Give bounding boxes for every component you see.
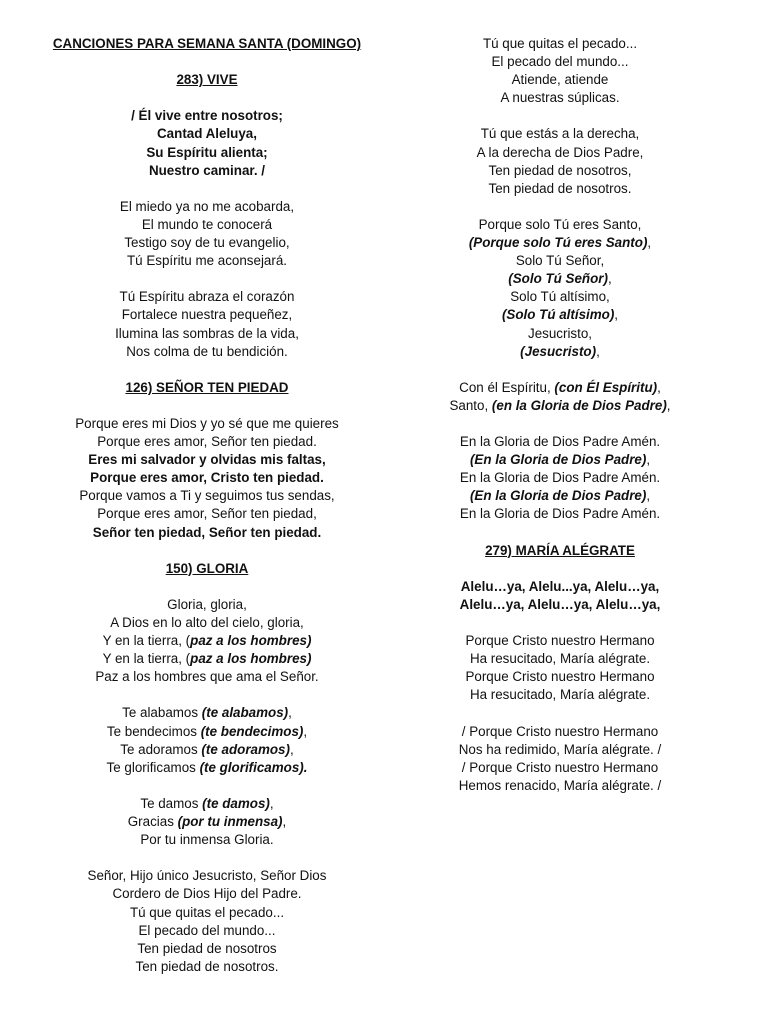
blank-line bbox=[42, 397, 372, 415]
lyric-line bbox=[42, 107, 372, 125]
response-text: paz a los hombres) bbox=[190, 651, 312, 667]
heading-text: CANCIONES PARA SEMANA SANTA (DOMINGO) bbox=[52, 36, 362, 51]
lyric-line bbox=[42, 904, 372, 922]
lyric-line bbox=[392, 53, 728, 71]
lyric-text: / Porque Cristo nuestro Hermano bbox=[461, 759, 659, 775]
lyric-text: Con él Espíritu, bbox=[459, 379, 555, 395]
lyric-text: Ha resucitado, María alégrate. bbox=[469, 687, 651, 703]
lyric-text: Porque vamos a Ti y seguimos tus sendas, bbox=[79, 488, 335, 504]
lyric-text: Y en la tierra, ( bbox=[102, 633, 191, 649]
lyric-text: Porque eres mi Dios y yo sé que me quieres bbox=[75, 415, 339, 431]
lyric-text: Por tu inmensa Gloria. bbox=[140, 832, 274, 848]
lyric-line bbox=[42, 288, 372, 306]
lyric-line bbox=[392, 343, 728, 361]
lyric-text: Ten piedad de nosotros bbox=[137, 940, 277, 956]
lyric-text: , bbox=[657, 379, 661, 395]
lyric-text: , bbox=[269, 795, 274, 811]
lyric-line bbox=[392, 578, 728, 596]
lyric-line bbox=[392, 180, 728, 198]
lyric-text: , bbox=[614, 307, 619, 323]
lyric-line bbox=[42, 795, 372, 813]
lyric-text: , bbox=[303, 723, 308, 739]
lyric-text: Solo Tú Señor, bbox=[515, 253, 605, 269]
lyric-text: Porque eres amor, Señor ten piedad. bbox=[97, 434, 317, 450]
response-text: (te bendecimos) bbox=[200, 723, 304, 739]
lyric-text: , bbox=[666, 397, 671, 413]
section-heading bbox=[42, 560, 372, 578]
lyric-line bbox=[42, 704, 372, 722]
lyric-line bbox=[392, 451, 728, 469]
lyric-line bbox=[392, 379, 728, 397]
heading-text: 126) SEÑOR TEN PIEDAD bbox=[125, 379, 289, 395]
lyric-text: Nuestro caminar. / bbox=[148, 162, 266, 178]
lyric-text: Fortalece nuestra pequeñez, bbox=[121, 307, 293, 323]
lyric-line bbox=[42, 487, 372, 505]
response-text: (En la Gloria de Dios Padre) bbox=[469, 488, 647, 504]
lyric-text: A nuestras súplicas. bbox=[500, 90, 620, 106]
blank-line bbox=[392, 524, 728, 542]
lyric-text: Nos ha redimido, María alégrate. / bbox=[458, 741, 662, 757]
section-heading bbox=[42, 71, 372, 89]
blank-line bbox=[42, 53, 372, 71]
lyric-text: Cordero de Dios Hijo del Padre. bbox=[112, 886, 302, 902]
lyric-line bbox=[392, 234, 728, 252]
lyric-line bbox=[42, 198, 372, 216]
lyric-line bbox=[42, 144, 372, 162]
lyric-line bbox=[42, 867, 372, 885]
blank-line bbox=[42, 270, 372, 288]
lyric-line bbox=[42, 252, 372, 270]
lyric-text: Santo, bbox=[449, 397, 492, 413]
lyric-text: , bbox=[646, 452, 651, 468]
lyric-line bbox=[42, 524, 372, 542]
lyric-text: El pecado del mundo... bbox=[491, 54, 629, 70]
lyric-line bbox=[392, 89, 728, 107]
lyric-line bbox=[392, 125, 728, 143]
lyric-text: , bbox=[596, 343, 600, 359]
lyric-line bbox=[42, 415, 372, 433]
response-text: (te adoramos) bbox=[201, 741, 290, 757]
lyric-text: / Porque Cristo nuestro Hermano bbox=[461, 723, 659, 739]
lyric-line bbox=[42, 741, 372, 759]
lyric-text: Gloria, gloria, bbox=[167, 596, 247, 612]
response-text: (Porque solo Tú eres Santo) bbox=[468, 235, 648, 251]
lyric-text: Tú que quitas el pecado... bbox=[482, 36, 638, 51]
lyric-line bbox=[392, 596, 728, 614]
lyric-text: Cantad Aleluya, bbox=[157, 126, 257, 142]
blank-line bbox=[42, 849, 372, 867]
right-column bbox=[392, 35, 728, 795]
lyric-text: Porque eres amor, Señor ten piedad, bbox=[97, 506, 317, 522]
lyric-line bbox=[42, 813, 372, 831]
lyric-line bbox=[392, 723, 728, 741]
lyric-line bbox=[392, 433, 728, 451]
lyric-text: , bbox=[646, 488, 651, 504]
lyric-line bbox=[42, 306, 372, 324]
response-text: (Jesucristo) bbox=[520, 343, 597, 359]
heading-text: 283) VIVE bbox=[176, 72, 238, 88]
lyric-line bbox=[42, 831, 372, 849]
blank-line bbox=[392, 361, 728, 379]
lyric-text: Atiende, atiende bbox=[511, 72, 609, 88]
response-text: (te glorificamos). bbox=[199, 759, 308, 775]
lyric-text: Hemos renacido, María alégrate. / bbox=[458, 777, 662, 793]
lyric-text: Ten piedad de nosotros. bbox=[488, 180, 632, 196]
lyric-line bbox=[392, 216, 728, 234]
lyric-line bbox=[392, 270, 728, 288]
response-text: (en la Gloria de Dios Padre) bbox=[491, 397, 667, 413]
blank-line bbox=[42, 777, 372, 795]
blank-line bbox=[392, 704, 728, 722]
lyric-text: Ha resucitado, María alégrate. bbox=[469, 651, 651, 667]
lyric-text: Te alabamos bbox=[122, 705, 202, 721]
lyric-text: El pecado del mundo... bbox=[138, 922, 276, 938]
response-text: (En la Gloria de Dios Padre) bbox=[469, 452, 647, 468]
lyric-line bbox=[392, 144, 728, 162]
response-text: (por tu inmensa) bbox=[177, 814, 283, 830]
lyric-line bbox=[392, 252, 728, 270]
lyric-text: Señor, Hijo único Jesucristo, Señor Dios bbox=[87, 868, 327, 884]
lyric-text: Ten piedad de nosotros. bbox=[135, 958, 279, 974]
lyric-line bbox=[392, 71, 728, 89]
section-heading bbox=[42, 35, 372, 53]
lyric-text: Porque Cristo nuestro Hermano bbox=[465, 633, 655, 649]
response-text: (te damos) bbox=[202, 795, 270, 811]
lyric-text: Alelu…ya, Alelu...ya, Alelu…ya, bbox=[460, 578, 660, 594]
lyric-line bbox=[42, 433, 372, 451]
lyric-line bbox=[42, 162, 372, 180]
lyric-line bbox=[42, 125, 372, 143]
lyric-text: , bbox=[289, 741, 294, 757]
lyric-text: En la Gloria de Dios Padre Amén. bbox=[459, 470, 661, 486]
lyric-text: / Él vive entre nosotros; bbox=[131, 108, 283, 124]
lyric-line bbox=[42, 650, 372, 668]
lyric-text: A la derecha de Dios Padre, bbox=[476, 144, 644, 160]
blank-line bbox=[42, 542, 372, 560]
lyric-line bbox=[392, 741, 728, 759]
section-heading bbox=[42, 379, 372, 397]
section-heading bbox=[392, 542, 728, 560]
lyric-text: Te adoramos bbox=[120, 741, 202, 757]
lyric-text: Y en la tierra, ( bbox=[102, 651, 191, 667]
lyric-text: A Dios en lo alto del cielo, gloria, bbox=[110, 615, 304, 630]
lyric-line bbox=[42, 885, 372, 903]
lyric-text: En la Gloria de Dios Padre Amén. bbox=[459, 506, 661, 522]
lyric-line bbox=[392, 505, 728, 523]
lyric-text: Testigo soy de tu evangelio, bbox=[124, 235, 290, 251]
lyric-line bbox=[392, 35, 728, 53]
lyric-text: Gracias bbox=[127, 814, 178, 830]
lyric-line bbox=[42, 632, 372, 650]
lyric-line bbox=[42, 216, 372, 234]
blank-line bbox=[42, 89, 372, 107]
lyric-line bbox=[42, 325, 372, 343]
lyric-line bbox=[392, 397, 728, 415]
lyric-text: El miedo ya no me acobarda, bbox=[119, 198, 295, 214]
response-text: (Solo Tú altísimo) bbox=[501, 307, 615, 323]
lyric-line bbox=[42, 234, 372, 252]
lyric-text: Porque solo Tú eres Santo, bbox=[478, 216, 642, 232]
lyric-line bbox=[392, 686, 728, 704]
lyric-line bbox=[392, 632, 728, 650]
lyric-line bbox=[42, 940, 372, 958]
lyric-text: Porque eres amor, Cristo ten piedad. bbox=[90, 470, 324, 486]
lyric-text: En la Gloria de Dios Padre Amén. bbox=[459, 434, 661, 450]
lyric-text: Tú Espíritu me aconsejará. bbox=[126, 253, 287, 269]
response-text: (con Él Espíritu) bbox=[554, 379, 658, 395]
response-text: (te alabamos) bbox=[201, 705, 289, 721]
lyric-text: Solo Tú altísimo, bbox=[510, 289, 610, 305]
heading-text: 279) MARÍA ALÉGRATE bbox=[485, 542, 635, 558]
lyric-text: Te glorificamos bbox=[106, 759, 200, 775]
lyric-text: Paz a los hombres que ama el Señor. bbox=[95, 669, 319, 685]
lyric-text: Te damos bbox=[140, 795, 203, 811]
lyric-line bbox=[392, 487, 728, 505]
lyric-line bbox=[392, 650, 728, 668]
left-column bbox=[42, 35, 372, 976]
lyric-line bbox=[392, 306, 728, 324]
response-text: (Solo Tú Señor) bbox=[508, 271, 608, 287]
lyric-text: , bbox=[282, 814, 287, 830]
blank-line bbox=[392, 614, 728, 632]
blank-line bbox=[42, 686, 372, 704]
lyric-line bbox=[42, 469, 372, 487]
lyric-line bbox=[392, 469, 728, 487]
lyric-text: Tú Espíritu abraza el corazón bbox=[119, 289, 295, 305]
lyric-text: Tú que quitas el pecado... bbox=[129, 904, 285, 920]
lyric-text: Jesucristo, bbox=[528, 325, 592, 341]
lyric-line bbox=[42, 723, 372, 741]
lyric-line bbox=[42, 922, 372, 940]
lyric-text: Tú que estás a la derecha, bbox=[480, 126, 640, 142]
lyric-text: , bbox=[647, 235, 652, 251]
lyric-line bbox=[42, 958, 372, 976]
lyric-line bbox=[392, 162, 728, 180]
lyric-text: , bbox=[607, 271, 612, 287]
blank-line bbox=[392, 560, 728, 578]
response-text: paz a los hombres) bbox=[190, 633, 312, 649]
lyric-text: Ten piedad de nosotros, bbox=[488, 162, 632, 178]
lyric-text: Su Espíritu alienta; bbox=[146, 144, 268, 160]
lyric-line bbox=[392, 668, 728, 686]
lyric-text: Ilumina las sombras de la vida, bbox=[115, 325, 299, 341]
lyric-line bbox=[42, 759, 372, 777]
lyric-line bbox=[42, 668, 372, 686]
lyric-line bbox=[392, 325, 728, 343]
lyric-line bbox=[42, 451, 372, 469]
lyric-line bbox=[42, 505, 372, 523]
lyric-text: Señor ten piedad, Señor ten piedad. bbox=[92, 524, 322, 540]
lyric-line bbox=[42, 614, 372, 632]
blank-line bbox=[392, 107, 728, 125]
lyric-text: Alelu…ya, Alelu…ya, Alelu…ya, bbox=[459, 596, 661, 612]
lyric-line bbox=[42, 343, 372, 361]
blank-line bbox=[392, 415, 728, 433]
blank-line bbox=[42, 578, 372, 596]
lyric-line bbox=[42, 596, 372, 614]
lyric-text: Nos colma de tu bendición. bbox=[126, 343, 288, 359]
lyric-text: Te bendecimos bbox=[106, 723, 201, 739]
lyric-text: El mundo te conocerá bbox=[141, 216, 273, 232]
blank-line bbox=[42, 180, 372, 198]
lyric-line bbox=[392, 759, 728, 777]
lyric-text: Porque Cristo nuestro Hermano bbox=[465, 669, 655, 685]
blank-line bbox=[42, 361, 372, 379]
lyric-line bbox=[392, 288, 728, 306]
lyric-line bbox=[392, 777, 728, 795]
blank-line bbox=[392, 198, 728, 216]
heading-text: 150) GLORIA bbox=[165, 560, 249, 576]
lyric-text: Eres mi salvador y olvidas mis faltas, bbox=[88, 452, 326, 468]
lyric-text: , bbox=[288, 705, 292, 721]
